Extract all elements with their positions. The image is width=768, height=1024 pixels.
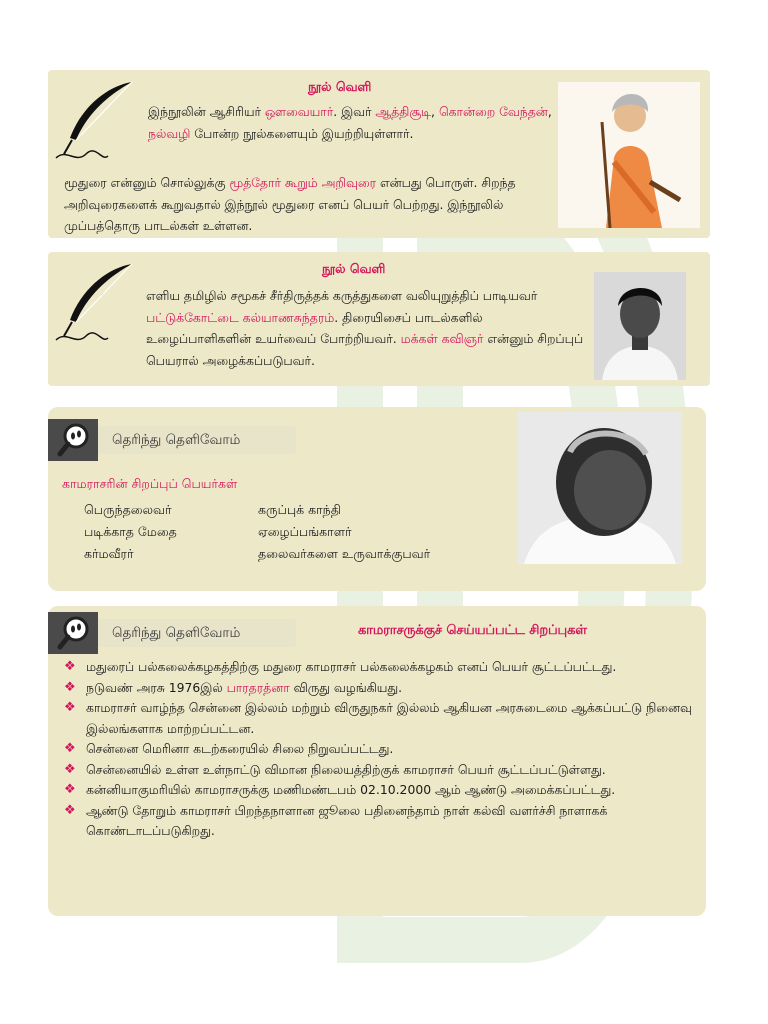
- author-name: ஔவையார்: [264, 104, 334, 119]
- diamond-bullet-icon: ❖: [64, 679, 76, 695]
- author-intro-text: [148, 101, 552, 144]
- book-info-box-pattukkottai: [48, 252, 710, 386]
- kamarajar-titles-heading: காமராசரின் சிறப்புப் பெயர்கள்: [62, 476, 238, 491]
- avvaiyar-portrait: [558, 82, 700, 228]
- section-heading: நூல் வெளி: [308, 79, 372, 94]
- work-title: நல்வழி: [148, 125, 191, 141]
- book-info-box-avvaiyar: [48, 70, 710, 238]
- item-text: மதுரைப் பல்கலைக்கழகத்திற்கு மதுரை காமராசர் பல்கலைக்கழகம் எனப் பெயர் சூட்டப்பட்டது.: [86, 659, 617, 674]
- work-title: கொன்றை வேந்தன்: [438, 104, 548, 119]
- did-you-know-box-titles: [48, 407, 706, 591]
- item-text: கன்னியாகுமரியில் காமராசருக்கு மணிமண்டபம் 02.10.2000 ஆம் ஆண்டு அமைக்கப்பட்டது.: [86, 782, 616, 797]
- title-name: படிக்காத மேதை: [84, 524, 177, 539]
- title-name: கருப்புக் காந்தி: [258, 502, 341, 517]
- item-text: சென்னையில் உள்ள உள்நாட்டு விமான நிலையத்திற்குக் காமராசர் பெயர் சூட்டப்பட்டுள்ளது.: [86, 761, 606, 777]
- list-item: [60, 657, 700, 678]
- title-name: பெருந்தலைவர்: [84, 502, 172, 517]
- list-item: [60, 678, 700, 699]
- magnifier-footprints-icon: [48, 419, 98, 461]
- title-name: தலைவர்களை உருவாக்குபவர்: [258, 546, 431, 561]
- title-name: கர்மவீரர்: [84, 546, 134, 561]
- list-item: [60, 780, 700, 801]
- pattukkottai-portrait: [594, 272, 686, 380]
- honours-heading: காமராசருக்குச் செய்யப்பட்ட சிறப்புகள்: [358, 623, 587, 638]
- text-run: மூதுரை என்னும் சொல்லுக்கு: [64, 175, 230, 190]
- diamond-bullet-icon: ❖: [64, 659, 76, 674]
- text-run: ,: [431, 104, 435, 119]
- list-item: [60, 698, 700, 739]
- list-item: [60, 801, 700, 842]
- poet-description-text: [146, 285, 588, 371]
- did-you-know-label: [98, 426, 296, 454]
- poet-name: பட்டுக்கோட்டை கல்யாணசுந்தரம்: [146, 309, 335, 325]
- text-run: என்பது பொருள். சிறந்த அறிவுரைகளைக் கூறுவதால் இந்நூல் மூதுரை எனப் பெயர் பெற்றது. இந்நூலில் முப்பத்தொரு பாடல்கள் உள்ளன.: [64, 175, 516, 233]
- section-heading: நூல் வெளி: [322, 261, 386, 276]
- diamond-bullet-icon: ❖: [64, 782, 76, 797]
- list-item: [60, 760, 700, 781]
- work-title: ஆத்திசூடி: [375, 104, 432, 119]
- text-run: எளிய தமிழில் சமூகச் சீர்திருத்தக் கருத்துகளை வலியுறுத்திப் பாடியவர்: [146, 288, 538, 303]
- diamond-bullet-icon: ❖: [64, 741, 76, 756]
- label-text: தெரிந்து தெளிவோம்: [112, 625, 241, 641]
- did-you-know-label: [98, 619, 296, 647]
- quill-feather-icon: [52, 78, 136, 162]
- book-description-text: [64, 172, 552, 237]
- label-text: தெரிந்து தெளிவோம்: [112, 432, 241, 448]
- text-run: . இவர்: [333, 104, 376, 119]
- poet-title: மக்கள் கவிஞர்: [400, 331, 484, 346]
- item-text: ஆண்டு தோறும் காமராசர் பிறந்தநாளான ஜூலை பதினைந்தாம் நாள் கல்வி வளர்ச்சி நாளாகக் கொண்டாடப்படுகிறது.: [86, 802, 608, 838]
- item-text: நடுவண் அரசு 1976இல்: [86, 679, 227, 695]
- diamond-bullet-icon: ❖: [64, 761, 76, 777]
- title-name: ஏழைப்பங்காளர்: [258, 524, 352, 539]
- diamond-bullet-icon: ❖: [64, 700, 76, 715]
- magnifier-footprints-icon: [48, 612, 98, 654]
- diamond-bullet-icon: ❖: [64, 802, 76, 818]
- text-run: . திரையிசைப் பாடல்களில் உழைப்பாளிகளின் உயர்வைப் போற்றியவர்.: [146, 309, 483, 346]
- item-text: விருது வழங்கியது.: [289, 679, 403, 695]
- text-run: போன்ற நூல்களையும் இயற்றியுள்ளார்.: [190, 125, 414, 141]
- list-item: [60, 739, 700, 760]
- honours-list: [60, 657, 700, 842]
- item-text: காமராசர் வாழ்ந்த சென்னை இல்லம் மற்றும் விருதுநகர் இல்லம் ஆகியன அரசுடைமை ஆக்கப்பட்டு நினைவு இல்லங்களாக மாற்றப்பட்டன.: [86, 700, 692, 736]
- award-name: பாரதரத்னா: [226, 679, 290, 695]
- text-run: இந்நூலின் ஆசிரியர்: [148, 104, 265, 119]
- kamarajar-portrait: [518, 412, 682, 564]
- item-text: சென்னை மெரினா கடற்கரையில் சிலை நிறுவப்பட்டது.: [86, 741, 394, 756]
- quill-feather-icon: [52, 260, 136, 344]
- highlight-text: மூத்தோர் கூறும் அறிவுரை: [229, 175, 376, 190]
- text-run: ,: [547, 104, 552, 119]
- text-run: என்னும் சிறப்புப் பெயரால் அழைக்கப்படுபவர்.: [146, 331, 584, 368]
